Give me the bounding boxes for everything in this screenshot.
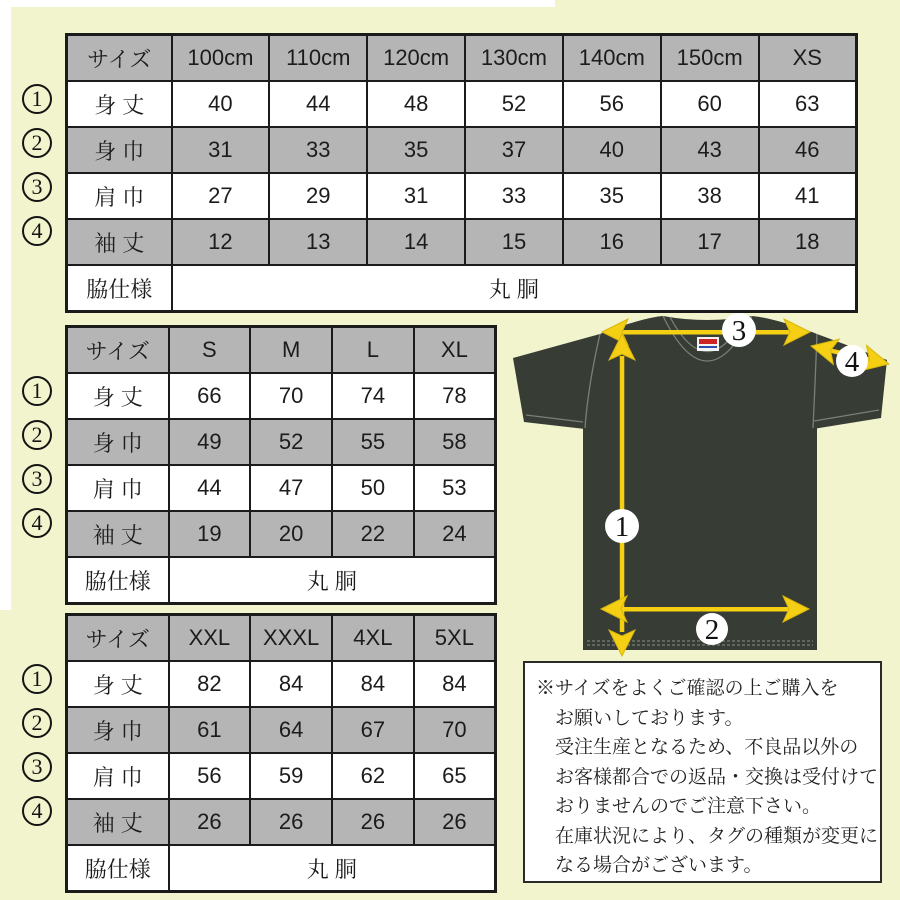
row-marker-3: 3 <box>22 752 52 782</box>
table-header-row <box>67 327 496 374</box>
footer-label: 脇仕様 <box>67 265 172 312</box>
badge-number-1: 1 <box>614 511 630 543</box>
row-label: 身 巾 <box>67 127 172 173</box>
size-col-header: L <box>332 327 414 374</box>
size-cell: 58 <box>414 419 496 465</box>
size-cell: 67 <box>332 707 414 753</box>
size-cell: 84 <box>414 661 496 707</box>
size-cell: 49 <box>169 419 251 465</box>
size-cell: 65 <box>414 753 496 799</box>
size-cell: 61 <box>169 707 251 753</box>
row-label: 身 巾 <box>67 707 169 753</box>
row-label: 肩 巾 <box>67 753 169 799</box>
size-col-header: 120cm <box>367 35 465 82</box>
table-row <box>67 799 496 845</box>
size-table-big-wrap <box>65 613 497 893</box>
row-marker-1: 1 <box>22 84 52 114</box>
size-col-header: S <box>169 327 251 374</box>
table-row <box>67 465 496 511</box>
size-cell: 60 <box>661 81 759 127</box>
row-label: 袖 丈 <box>67 219 172 265</box>
size-cell: 62 <box>332 753 414 799</box>
tshirt-graphic <box>505 298 900 660</box>
row-marker-1: 1 <box>22 376 52 406</box>
size-cell: 82 <box>169 661 251 707</box>
size-col-header: 110cm <box>269 35 367 82</box>
size-cell: 41 <box>759 173 857 219</box>
table-row <box>67 753 496 799</box>
table-header-row <box>67 35 857 82</box>
size-cell: 40 <box>563 127 661 173</box>
size-cell: 16 <box>563 219 661 265</box>
size-cell: 37 <box>465 127 563 173</box>
footer-value: 丸 胴 <box>172 265 857 312</box>
table-row <box>67 173 857 219</box>
size-col-header: 5XL <box>414 615 496 662</box>
size-table-2 <box>65 325 497 605</box>
size-col-header: 100cm <box>172 35 270 82</box>
size-cell: 70 <box>414 707 496 753</box>
brand-tag <box>697 337 719 351</box>
notice-line: お願いしております。 <box>555 707 744 729</box>
table-row <box>67 127 857 173</box>
size-cell: 66 <box>169 373 251 419</box>
row-label: 肩 巾 <box>67 173 172 219</box>
size-cell: 22 <box>332 511 414 557</box>
size-cell: 26 <box>332 799 414 845</box>
size-cell: 64 <box>250 707 332 753</box>
size-cell: 15 <box>465 219 563 265</box>
row-label: 袖 丈 <box>67 511 169 557</box>
row-marker-3: 3 <box>22 172 52 202</box>
size-cell: 12 <box>172 219 270 265</box>
row-label: 身 丈 <box>67 373 169 419</box>
size-table-kids-wrap <box>65 33 858 313</box>
size-col-header: XXL <box>169 615 251 662</box>
size-header-label: サイズ <box>67 327 169 374</box>
row-marker-4: 4 <box>22 216 52 246</box>
size-cell: 19 <box>169 511 251 557</box>
scan-margin-top <box>0 0 555 7</box>
footer-label: 脇仕様 <box>67 845 169 892</box>
size-cell: 20 <box>250 511 332 557</box>
table-row <box>67 219 857 265</box>
notice-line: お客様都合での返品・交換は受付けて <box>555 766 879 788</box>
purchase-notice-box <box>523 661 882 883</box>
table-footer-row <box>67 845 496 892</box>
size-cell: 70 <box>250 373 332 419</box>
size-col-header: 140cm <box>563 35 661 82</box>
size-cell: 26 <box>169 799 251 845</box>
size-col-header: 150cm <box>661 35 759 82</box>
row-label: 身 丈 <box>67 81 172 127</box>
size-cell: 78 <box>414 373 496 419</box>
row-label: 身 巾 <box>67 419 169 465</box>
size-cell: 27 <box>172 173 270 219</box>
badge-number-2: 2 <box>704 614 720 646</box>
footer-value: 丸 胴 <box>169 845 496 892</box>
size-table-1 <box>65 33 858 313</box>
table-header-row <box>67 615 496 662</box>
row-label: 身 丈 <box>67 661 169 707</box>
footer-label: 脇仕様 <box>67 557 169 604</box>
row-marker-4: 4 <box>22 796 52 826</box>
footer-value: 丸 胴 <box>169 557 496 604</box>
size-col-header: XXXL <box>250 615 332 662</box>
table-row <box>67 511 496 557</box>
size-cell: 44 <box>169 465 251 511</box>
table-row <box>67 419 496 465</box>
size-cell: 46 <box>759 127 857 173</box>
size-cell: 63 <box>759 81 857 127</box>
size-header-label: サイズ <box>67 615 169 662</box>
size-cell: 52 <box>250 419 332 465</box>
row-marker-2: 2 <box>22 128 52 158</box>
row-marker-3: 3 <box>22 464 52 494</box>
size-cell: 35 <box>563 173 661 219</box>
row-label: 肩 巾 <box>67 465 169 511</box>
size-cell: 59 <box>250 753 332 799</box>
size-cell: 33 <box>465 173 563 219</box>
row-marker-1: 1 <box>22 664 52 694</box>
badge-number-4: 4 <box>844 346 860 378</box>
size-table-3 <box>65 613 497 893</box>
size-cell: 14 <box>367 219 465 265</box>
notice-line: 受注生産となるため、不良品以外の <box>555 737 859 758</box>
size-col-header: XS <box>759 35 857 82</box>
size-cell: 33 <box>269 127 367 173</box>
size-cell: 26 <box>414 799 496 845</box>
scan-margin-left <box>0 0 11 610</box>
size-cell: 44 <box>269 81 367 127</box>
table-row <box>67 707 496 753</box>
size-cell: 13 <box>269 219 367 265</box>
size-cell: 52 <box>465 81 563 127</box>
table-row <box>67 373 496 419</box>
size-cell: 43 <box>661 127 759 173</box>
notice-line: ※サイズをよくご確認の上ご購入を <box>536 678 839 699</box>
badge-number-3: 3 <box>731 315 747 347</box>
table-row <box>67 661 496 707</box>
table-row <box>67 81 857 127</box>
size-cell: 56 <box>169 753 251 799</box>
size-col-header: XL <box>414 327 496 374</box>
size-cell: 56 <box>563 81 661 127</box>
size-cell: 50 <box>332 465 414 511</box>
size-cell: 35 <box>367 127 465 173</box>
size-cell: 74 <box>332 373 414 419</box>
size-cell: 31 <box>367 173 465 219</box>
notice-line: 在庫状況により、タグの種類が変更に <box>555 825 879 847</box>
size-cell: 84 <box>332 661 414 707</box>
row-marker-2: 2 <box>22 708 52 738</box>
size-header-label: サイズ <box>67 35 172 82</box>
size-col-header: M <box>250 327 332 374</box>
size-table-adult-wrap <box>65 325 497 605</box>
size-cell: 26 <box>250 799 332 845</box>
table-footer-row <box>67 557 496 604</box>
size-cell: 29 <box>269 173 367 219</box>
size-col-header: 130cm <box>465 35 563 82</box>
size-cell: 38 <box>661 173 759 219</box>
size-cell: 17 <box>661 219 759 265</box>
size-cell: 24 <box>414 511 496 557</box>
row-label: 袖 丈 <box>67 799 169 845</box>
size-col-header: 4XL <box>332 615 414 662</box>
tshirt-diagram <box>505 298 900 660</box>
size-cell: 53 <box>414 465 496 511</box>
size-cell: 31 <box>172 127 270 173</box>
size-cell: 48 <box>367 81 465 127</box>
size-cell: 84 <box>250 661 332 707</box>
size-cell: 18 <box>759 219 857 265</box>
size-cell: 47 <box>250 465 332 511</box>
notice-line: なる場合がございます。 <box>555 855 763 876</box>
notice-line: おりませんのでご注意下さい。 <box>555 796 822 817</box>
row-marker-2: 2 <box>22 420 52 450</box>
row-marker-4: 4 <box>22 508 52 538</box>
size-cell: 40 <box>172 81 270 127</box>
size-cell: 55 <box>332 419 414 465</box>
